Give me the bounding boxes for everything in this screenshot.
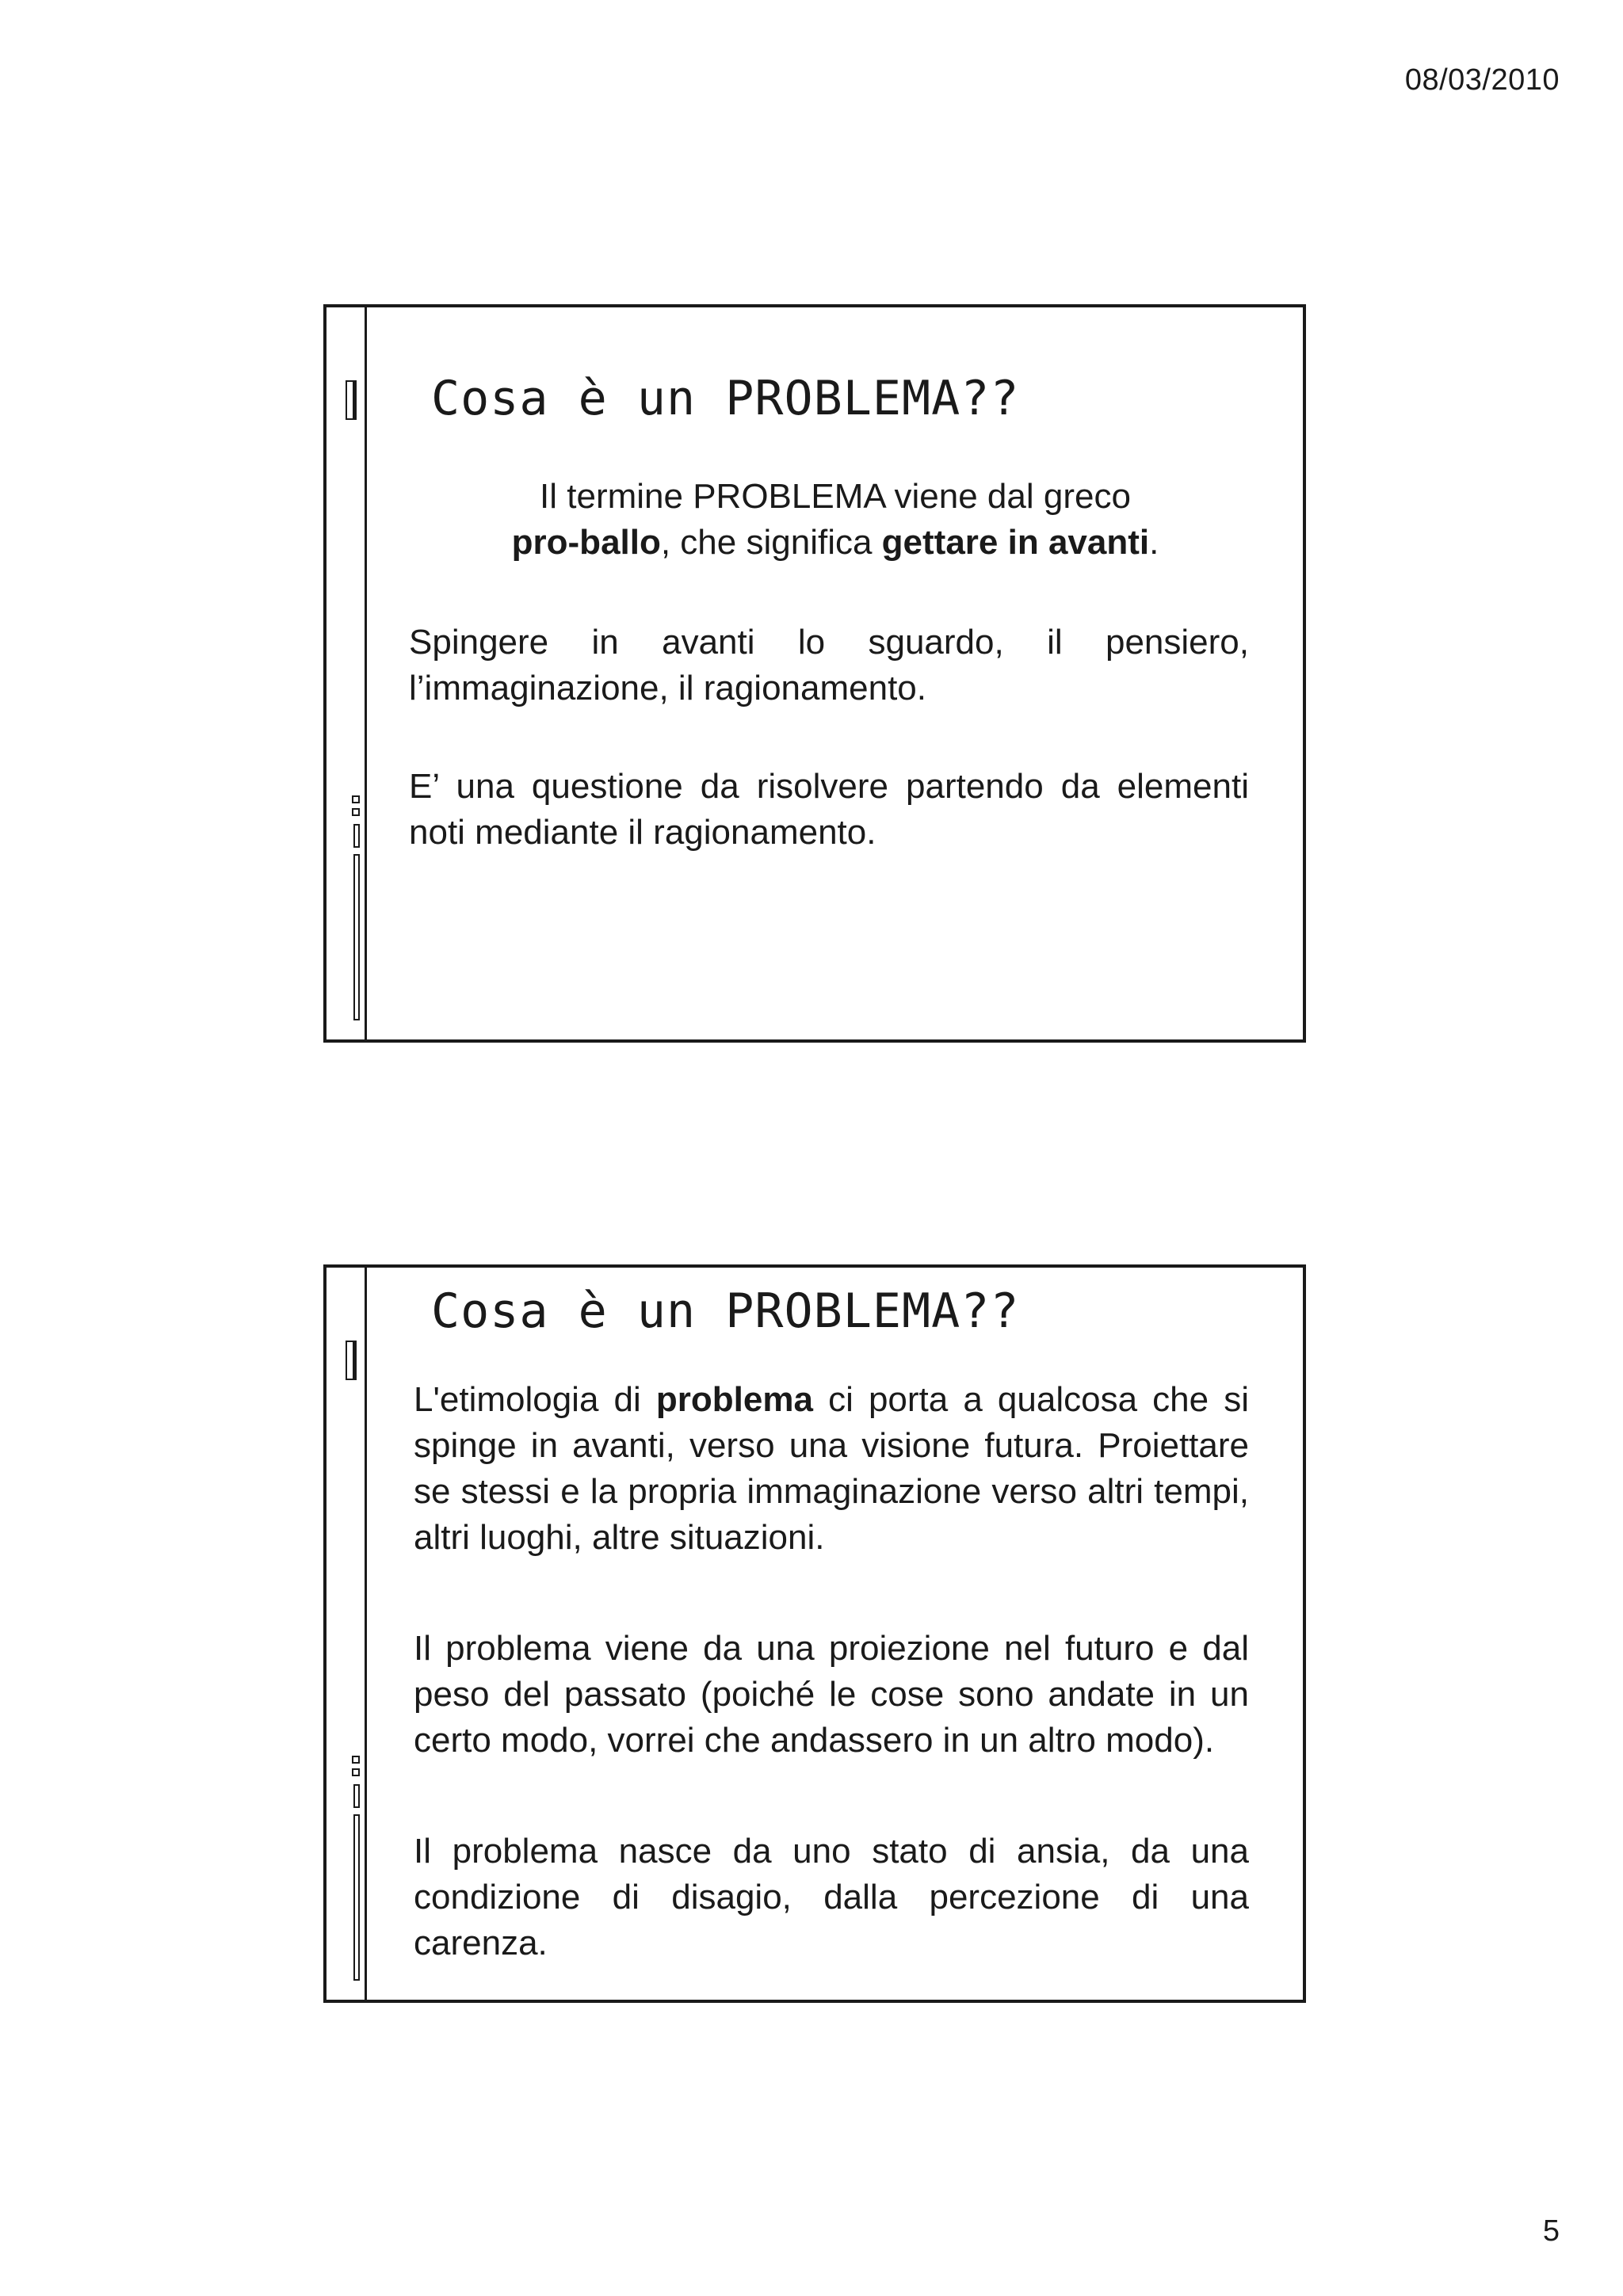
paragraph-etimologia: [414, 1377, 1249, 1561]
rail-bullet-icon: [346, 380, 357, 420]
term-pro-ballo: pro-ballo: [511, 523, 661, 562]
slide-body: [414, 1377, 1249, 1966]
intro-mid-text: , che significa: [660, 523, 882, 562]
slide-2: [323, 1264, 1306, 2003]
rail-knob-icon: [352, 808, 360, 816]
paragraph-proiezione: Il problema viene da una proiezione nel futuro e dal peso del passato (poiché le cose sono andate in un certo modo, vorrei che andassero in un altro modo).: [414, 1629, 1249, 1760]
slide-title: Cosa è un PROBLEMA??: [431, 371, 1020, 426]
term-gettare-in-avanti: gettare in avanti: [881, 523, 1150, 562]
rail-bar-icon: [353, 1814, 360, 1981]
rail-bar-icon: [353, 1784, 360, 1808]
intro-line-1: Il termine PROBLEMA viene dal greco: [540, 477, 1131, 516]
etimologia-rest: ci porta a qualcosa che si spinge in avanti, verso una visione futura. Proiettare se stessi e la propria immaginazione verso altri tempi, altri luoghi, altre situazioni.: [414, 1380, 1250, 1557]
slide-1: [323, 304, 1306, 1043]
slide-body: [409, 474, 1249, 856]
term-problema: problema: [655, 1380, 813, 1419]
paragraph-questione: E’ una questione da risolvere partendo da elementi noti mediante il ragionamento.: [409, 767, 1249, 852]
rail-bar-icon: [353, 824, 360, 848]
rail-knob-icon: [352, 1768, 360, 1776]
etimologia-start: L'etimologia di: [414, 1380, 656, 1419]
page-date: 08/03/2010: [1404, 63, 1560, 97]
intro-paragraph: [422, 474, 1249, 566]
rail-knob-icon: [352, 795, 360, 803]
paragraph-spingere: Spingere in avanti lo sguardo, il pensiero, l’immaginazione, il ragionamento.: [409, 623, 1249, 707]
page-number: 5: [1542, 2214, 1560, 2248]
intro-end-text: .: [1149, 523, 1159, 562]
slide-rail: [327, 1268, 367, 2000]
paragraph-ansia: Il problema nasce da uno stato di ansia, da una condizione di disagio, dalla percezione di una carenza.: [414, 1832, 1249, 1962]
slide-rail: [327, 307, 367, 1039]
rail-bullet-icon: [346, 1341, 357, 1380]
slide-title: Cosa è un PROBLEMA??: [431, 1283, 1020, 1339]
rail-bar-icon: [353, 854, 360, 1020]
rail-knob-icon: [352, 1756, 360, 1764]
